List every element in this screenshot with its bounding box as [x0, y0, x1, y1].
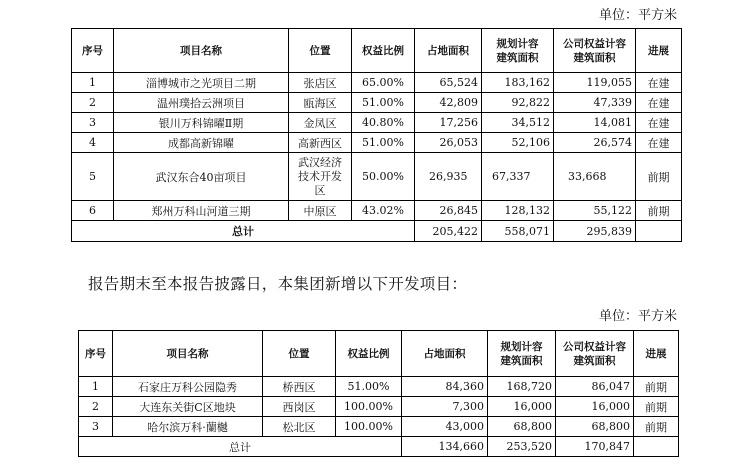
total-label: 总计	[79, 437, 402, 457]
total-planned-area: 253,520	[488, 437, 556, 457]
cell-equity: 100.00%	[336, 417, 402, 437]
cell-equity: 51.00%	[352, 133, 415, 153]
cell-no: 2	[72, 93, 114, 113]
cell-name: 郑州万科山河道三期	[114, 201, 289, 221]
cell-land-area: 65,524	[415, 73, 482, 93]
total-land-area: 205,422	[415, 221, 482, 242]
header-line: 公司权益计容	[563, 340, 626, 353]
table-row	[79, 417, 679, 437]
header-progress: 进展	[634, 331, 679, 377]
cell-land-area: 26,935	[415, 153, 482, 201]
header-line: 建筑面积	[496, 51, 539, 64]
header-line: 公司权益计容	[563, 37, 626, 50]
table-row	[79, 397, 679, 417]
table-row	[72, 73, 682, 93]
cell-name: 武汉东合40亩项目	[114, 153, 289, 201]
cell-progress: 在建	[636, 93, 682, 113]
cell-progress: 在建	[636, 133, 682, 153]
project-table-existing	[71, 28, 682, 242]
project-table-new	[78, 330, 679, 457]
cell-location: 中原区	[289, 201, 352, 221]
cell-location: 西岗区	[263, 397, 336, 417]
cell-planned-area: 168,720	[488, 377, 556, 397]
header-company-area	[554, 29, 636, 73]
cell-equity: 65.00%	[352, 73, 415, 93]
cell-planned-area: 128,132	[482, 201, 554, 221]
table-total-row	[72, 221, 682, 242]
header-line: 建筑面积	[500, 354, 543, 367]
cell-land-area: 7,300	[402, 397, 488, 417]
cell-name: 银川万科锦曜Ⅱ期	[114, 113, 289, 133]
cell-location: 瓯海区	[289, 93, 352, 113]
total-planned-area: 558,071	[482, 221, 554, 242]
cell-no: 6	[72, 201, 114, 221]
header-location: 位置	[289, 29, 352, 73]
header-equity: 权益比例	[336, 331, 402, 377]
header-line: 建筑面积	[573, 51, 616, 64]
cell-name: 温州璞拾云洲项目	[114, 93, 289, 113]
cell-name: 成都高新锦曜	[114, 133, 289, 153]
cell-progress: 在建	[636, 73, 682, 93]
header-planned-area	[482, 29, 554, 73]
cell-land-area: 26,053	[415, 133, 482, 153]
cell-progress: 在建	[636, 113, 682, 133]
cell-company-area: 26,574	[554, 133, 636, 153]
cell-progress: 前期	[636, 201, 682, 221]
unit-label-table2: 单位：平方米	[598, 309, 677, 324]
paragraph-text: 报告期末至本报告披露日，本集团新增以下开发项目：	[88, 275, 468, 293]
cell-no: 5	[72, 153, 114, 201]
cell-company-area: 119,055	[554, 73, 636, 93]
header-line: 规划计容	[500, 340, 543, 353]
cell-company-area: 86,047	[556, 377, 634, 397]
header-name: 项目名称	[113, 331, 263, 377]
cell-equity: 51.00%	[336, 377, 402, 397]
header-name: 项目名称	[114, 29, 289, 73]
cell-no: 2	[79, 397, 113, 417]
cell-progress: 前期	[636, 153, 682, 201]
cell-no: 1	[79, 377, 113, 397]
table-header-row	[72, 29, 682, 73]
header-land-area: 占地面积	[402, 331, 488, 377]
header-land-area: 占地面积	[415, 29, 482, 73]
table-header-row	[79, 331, 679, 377]
cell-equity: 43.02%	[352, 201, 415, 221]
cell-equity: 50.00%	[352, 153, 415, 201]
cell-no: 4	[72, 133, 114, 153]
total-progress-empty	[636, 221, 682, 242]
cell-company-area: 55,122	[554, 201, 636, 221]
table-row	[72, 133, 682, 153]
cell-planned-area: 68,800	[488, 417, 556, 437]
cell-name: 石家庄万科公园隐秀	[113, 377, 263, 397]
total-label: 总计	[72, 221, 415, 242]
table-total-row	[79, 437, 679, 457]
cell-planned-area: 16,000	[488, 397, 556, 417]
cell-equity: 100.00%	[336, 397, 402, 417]
cell-planned-area: 92,822	[482, 93, 554, 113]
header-location: 位置	[263, 331, 336, 377]
header-progress: 进展	[636, 29, 682, 73]
cell-company-area: 33,668	[554, 153, 636, 201]
header-equity: 权益比例	[352, 29, 415, 73]
cell-progress: 前期	[634, 417, 679, 437]
cell-name: 大连东关街C区地块	[113, 397, 263, 417]
cell-land-area: 42,809	[415, 93, 482, 113]
cell-planned-area: 67,337	[482, 153, 554, 201]
table-row	[72, 113, 682, 133]
cell-equity: 51.00%	[352, 93, 415, 113]
header-line: 建筑面积	[573, 354, 616, 367]
cell-company-area: 68,800	[556, 417, 634, 437]
cell-no: 1	[72, 73, 114, 93]
total-company-area: 295,839	[554, 221, 636, 242]
cell-no: 3	[72, 113, 114, 133]
cell-company-area: 14,081	[554, 113, 636, 133]
total-company-area: 170,847	[556, 437, 634, 457]
cell-progress: 前期	[634, 377, 679, 397]
cell-planned-area: 183,162	[482, 73, 554, 93]
cell-land-area: 43,000	[402, 417, 488, 437]
cell-progress: 前期	[634, 397, 679, 417]
cell-location: 桥西区	[263, 377, 336, 397]
cell-name: 淄博城市之光项目二期	[114, 73, 289, 93]
cell-land-area: 84,360	[402, 377, 488, 397]
total-progress-empty	[634, 437, 679, 457]
cell-planned-area: 52,106	[482, 133, 554, 153]
cell-location: 武汉经济技术开发区	[289, 153, 352, 201]
unit-label-table1: 单位：平方米	[598, 8, 677, 23]
cell-location: 金凤区	[289, 113, 352, 133]
header-no: 序号	[72, 29, 114, 73]
table-row	[72, 93, 682, 113]
cell-land-area: 17,256	[415, 113, 482, 133]
total-land-area: 134,660	[402, 437, 488, 457]
table-row	[72, 153, 682, 201]
cell-company-area: 47,339	[554, 93, 636, 113]
cell-no: 3	[79, 417, 113, 437]
cell-company-area: 16,000	[556, 397, 634, 417]
cell-equity: 40.80%	[352, 113, 415, 133]
header-planned-area	[488, 331, 556, 377]
table-row	[79, 377, 679, 397]
table-row	[72, 201, 682, 221]
header-line: 规划计容	[496, 37, 539, 50]
cell-name: 哈尔滨万科·蘭樾	[113, 417, 263, 437]
cell-location: 松北区	[263, 417, 336, 437]
header-company-area	[556, 331, 634, 377]
cell-location: 高新西区	[289, 133, 352, 153]
cell-land-area: 26,845	[415, 201, 482, 221]
cell-planned-area: 34,512	[482, 113, 554, 133]
header-no: 序号	[79, 331, 113, 377]
cell-location: 张店区	[289, 73, 352, 93]
